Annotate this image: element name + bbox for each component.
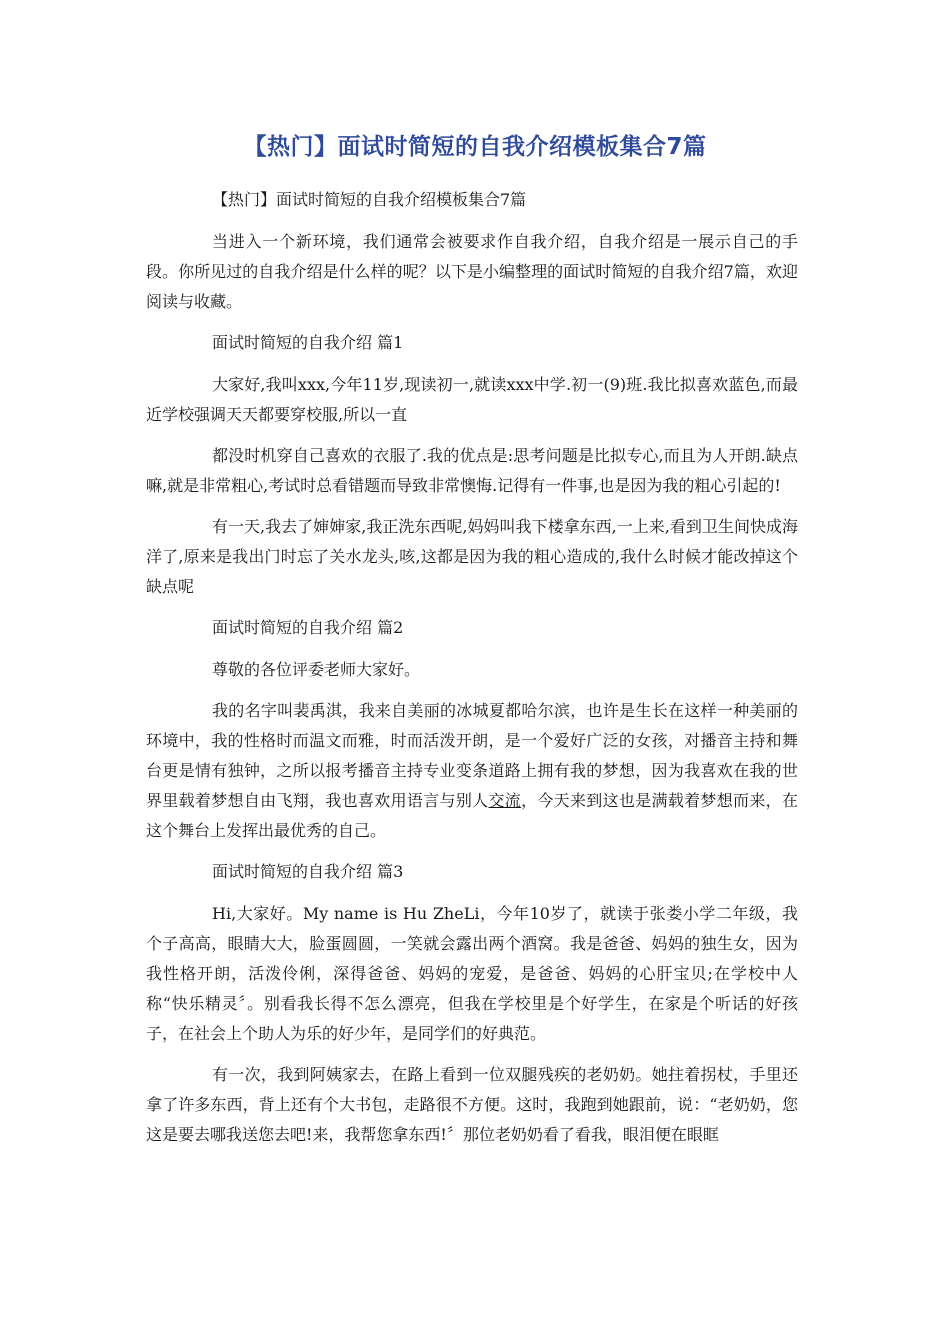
- document-title: 【热门】面试时简短的自我介绍模板集合7篇: [243, 134, 707, 160]
- section-2-text: ，今天来到这也是满载着梦想而来，在这个舞台上发挥出最优秀的自己。: [146, 791, 798, 840]
- document-body: [146, 185, 798, 1161]
- section-3-paragraph: 有一次，我到阿姨家去，在路上看到一位双腿残疾的老奶奶。她拄着拐杖，手里还拿了许多东西，背上还有个大书包，走路很不方便。这时，我跑到她跟前，说：“老奶奶，您这是要去哪我送您去吧!来，我帮您拿东西!〞那位老奶奶看了看我，眼泪便在眼眶: [146, 1065, 798, 1144]
- section-heading-3: 面试时简短的自我介绍 篇3: [212, 862, 404, 881]
- section-1-paragraph: 大家好,我叫xxx,今年11岁,现读初一,就读xxx中学.初一(9)班.我比拟喜欢蓝色,而最近学校强调天天都要穿校服,所以一直: [146, 375, 798, 424]
- intro-paragraph: 当进入一个新环境，我们通常会被要求作自我介绍，自我介绍是一展示自己的手段。你所见过的自我介绍是什么样的呢？以下是小编整理的面试时简短的自我介绍7篇，欢迎阅读与收藏。: [146, 232, 798, 311]
- section-2-paragraph: [146, 696, 798, 846]
- section-2-paragraph: 尊敬的各位评委老师大家好。: [212, 660, 421, 679]
- section-3-paragraph: Hi,大家好。My name is Hu ZheLi，今年10岁了，就读于张娄小学二年级，我个子高高，眼睛大大，脸蛋圆圆，一笑就会露出两个酒窝。我是爸爸、妈妈的独生女，因为我性格开朗，活泼伶俐，深得爸爸、妈妈的宠爱，是爸爸、妈妈的心肝宝贝;在学校中人称“快乐精灵〞。别看我长得不怎么漂亮，但我在学校里是个好学生，在家是个听话的好孩子，在社会上个助人为乐的好少年，是同学们的好典范。: [146, 904, 798, 1043]
- section-2-text: 我的名字叫裴禹淇，我来自美丽的冰城夏都哈尔滨，也许是生长在这样一种美丽的环境中，我的性格时而温文而雅，时而活泼开朗，是一个爱好广泛的女孩，对播音主持和舞台更是情有独钟，之所以报考播音主持专业变条道路上拥有我的梦想，因为我喜欢在我的世界里载着梦想自由飞翔，我也喜欢用语言与别人: [146, 701, 798, 810]
- section-heading-2: 面试时简短的自我介绍 篇2: [212, 618, 404, 637]
- subtitle: 【热门】面试时简短的自我介绍模板集合7篇: [212, 190, 527, 209]
- section-1-paragraph: 都没时机穿自己喜欢的衣服了.我的优点是:思考问题是比拟专心,而且为人开朗.缺点嘛,就是非常粗心,考试时总看错题而导致非常懊悔.记得有一件事,也是因为我的粗心引起的!: [146, 446, 798, 495]
- section-heading-1: 面试时简短的自我介绍 篇1: [212, 333, 404, 352]
- section-1-paragraph: 有一天,我去了婶婶家,我正洗东西呢,妈妈叫我下楼拿东西,一上来,看到卫生间快成海洋了,原来是我出门时忘了关水龙头,咳,这都是因为我的粗心造成的,我什么时候才能改掉这个缺点呢: [146, 517, 798, 596]
- exchange-link[interactable]: 交流: [488, 791, 522, 810]
